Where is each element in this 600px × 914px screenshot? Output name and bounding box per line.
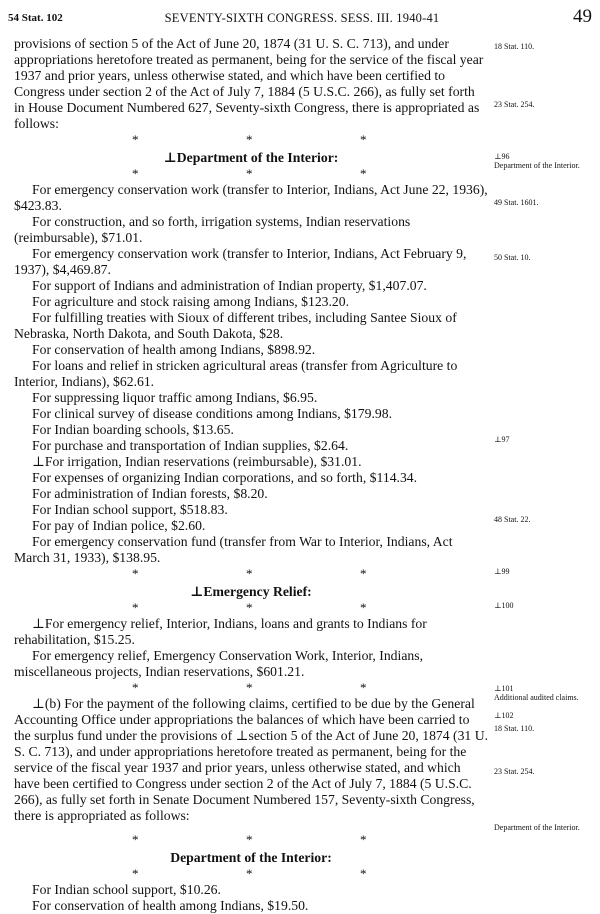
main-text bbox=[14, 36, 488, 914]
running-title: SEVENTY-SIXTH CONGRESS. SESS. III. 1940-41 bbox=[164, 11, 440, 25]
star: * bbox=[132, 132, 139, 147]
margin-note: 18 Stat. 110. bbox=[494, 724, 535, 733]
star: * bbox=[132, 866, 139, 881]
appropriation-item: For emergency conservation fund (transfer from War to Interior, Indians, Act March 31, 1933), $138.95. bbox=[14, 534, 453, 565]
section-heading: Department of the Interior: bbox=[170, 850, 332, 865]
star-separator bbox=[14, 132, 488, 148]
appropriation-item: For clinical survey of disease conditions among Indians, $179.98. bbox=[32, 406, 392, 421]
appropriation-item: For loans and relief in stricken agricultural areas (transfer from Agriculture to Interior, Indians), $62.61. bbox=[14, 358, 458, 389]
intro-paragraph: provisions of section 5 of the Act of June 20, 1874 (31 U. S. C. 713), and under appropriations heretofore treated as permanent, being for the service of the fiscal year 1937 and prior years, unless otherwise stated, and which have been certified to Congress under section 2 of the Act of July 7, 1884 (5 U.S.C. 266), as fully set forth in House Document Numbered 627, Seventy-sixth Congress, there is appropriated as follows: bbox=[14, 36, 484, 131]
spacer bbox=[14, 824, 488, 832]
star-separator bbox=[14, 566, 488, 582]
page-number: 49 bbox=[573, 6, 592, 27]
appropriation-item: For emergency relief, Emergency Conservation Work, Interior, Indians, miscellaneous projects, Indian reservations, $601.21. bbox=[14, 648, 423, 679]
star: * bbox=[246, 566, 253, 581]
margin-note: 23 Stat. 254. bbox=[494, 767, 535, 776]
margin-note: 23 Stat. 254. bbox=[494, 100, 535, 109]
star: * bbox=[360, 680, 367, 695]
margin-note: ⊥96 bbox=[494, 152, 510, 161]
star: * bbox=[132, 566, 139, 581]
star: * bbox=[132, 680, 139, 695]
star: * bbox=[132, 600, 139, 615]
margin-note: 18 Stat. 110. bbox=[494, 42, 535, 51]
star: * bbox=[132, 832, 139, 847]
appropriation-item: For suppressing liquor traffic among Indians, $6.95. bbox=[32, 390, 318, 405]
margin-note: 49 Stat. 1601. bbox=[494, 198, 539, 207]
section-heading: ⊥Emergency Relief: bbox=[190, 584, 312, 599]
appropriation-item: For emergency conservation work (transfer to Interior, Indians, Act June 22, 1936), $423.83. bbox=[14, 182, 488, 213]
appropriation-item: For conservation of health among Indians, $898.92. bbox=[32, 342, 316, 357]
section-heading: ⊥Department of the Interior: bbox=[163, 150, 339, 165]
margin-note: ⊥99 bbox=[494, 567, 510, 576]
margin-note: Department of the Interior. bbox=[494, 823, 580, 832]
margin-note: ⊥97 bbox=[494, 435, 510, 444]
appropriation-item: For Indian school support, $518.83. bbox=[32, 502, 228, 517]
star: * bbox=[246, 166, 253, 181]
star-separator bbox=[14, 832, 488, 848]
claims-paragraph: ⊥(b) For the payment of the following claims, certified to be due by the General Accounting Office under appropriations the balances of which have been carried to the surplus fund under the provisions of ⊥section 5 of the Act of June 20, 1874 (31 U. S. C. 713), and under appropriations heretofore treated as permanent, being for the service of the fiscal year 1937 and prior years, unless otherwise stated, and which have been certified to Congress under section 2 of the Act of July 7, 1884 (5 U.S.C. 266), as fully set forth in Senate Document Numbered 157, Seventy-sixth Congress, there is appropriated as follows: bbox=[14, 696, 488, 823]
star: * bbox=[360, 832, 367, 847]
appropriation-item: For Indian boarding schools, $13.65. bbox=[32, 422, 234, 437]
star-separator bbox=[14, 680, 488, 696]
star: * bbox=[360, 566, 367, 581]
star: * bbox=[246, 832, 253, 847]
star-separator bbox=[14, 166, 488, 182]
margin-note: ⊥102 bbox=[494, 711, 514, 720]
star: * bbox=[360, 166, 367, 181]
appropriation-item: For conservation of health among Indians, $19.50. bbox=[32, 898, 309, 913]
appropriation-item: For fulfilling treaties with Sioux of different tribes, including Santee Sioux of Nebraska, North Dakota, and South Dakota, $28. bbox=[14, 310, 457, 341]
margin-note: 50 Stat. 10. bbox=[494, 253, 531, 262]
star: * bbox=[246, 866, 253, 881]
appropriation-item: For construction, and so forth, irrigation systems, Indian reservations (reimbursable), $71.01. bbox=[14, 214, 411, 245]
star: * bbox=[132, 166, 139, 181]
appropriation-item: For agriculture and stock raising among Indians, $123.20. bbox=[32, 294, 350, 309]
margin-note: 48 Stat. 22. bbox=[494, 515, 531, 524]
appropriation-item: For pay of Indian police, $2.60. bbox=[32, 518, 206, 533]
appropriation-item: ⊥For emergency relief, Interior, Indians, loans and grants to Indians for rehabilitation, $15.25. bbox=[14, 616, 427, 647]
star: * bbox=[360, 132, 367, 147]
star: * bbox=[246, 600, 253, 615]
page-header bbox=[8, 6, 596, 26]
appropriation-item: For purchase and transportation of Indian supplies, $2.64. bbox=[32, 438, 349, 453]
appropriation-item: For support of Indians and administration of Indian property, $1,407.07. bbox=[32, 278, 427, 293]
appropriation-item: For emergency conservation work (transfer to Interior, Indians, Act February 9, 1937), $4,469.87. bbox=[14, 246, 467, 277]
margin-note: ⊥100 bbox=[494, 601, 514, 610]
appropriation-item: For expenses of organizing Indian corporations, and so forth, $114.34. bbox=[32, 470, 418, 485]
star: * bbox=[360, 866, 367, 881]
star-separator bbox=[14, 866, 488, 882]
star-separator bbox=[14, 600, 488, 616]
appropriation-item: For administration of Indian forests, $8.20. bbox=[32, 486, 268, 501]
margin-note: Additional audited claims. bbox=[494, 693, 579, 702]
star: * bbox=[360, 600, 367, 615]
statute-reference: 54 Stat. 102 bbox=[8, 12, 63, 24]
margin-note: Department of the Interior. bbox=[494, 161, 580, 170]
appropriation-item: ⊥For irrigation, Indian reservations (reimbursable), $31.01. bbox=[32, 454, 362, 469]
star: * bbox=[246, 680, 253, 695]
star: * bbox=[246, 132, 253, 147]
margin-note: ⊥101 bbox=[494, 684, 514, 693]
appropriation-item: For Indian school support, $10.26. bbox=[32, 882, 221, 897]
